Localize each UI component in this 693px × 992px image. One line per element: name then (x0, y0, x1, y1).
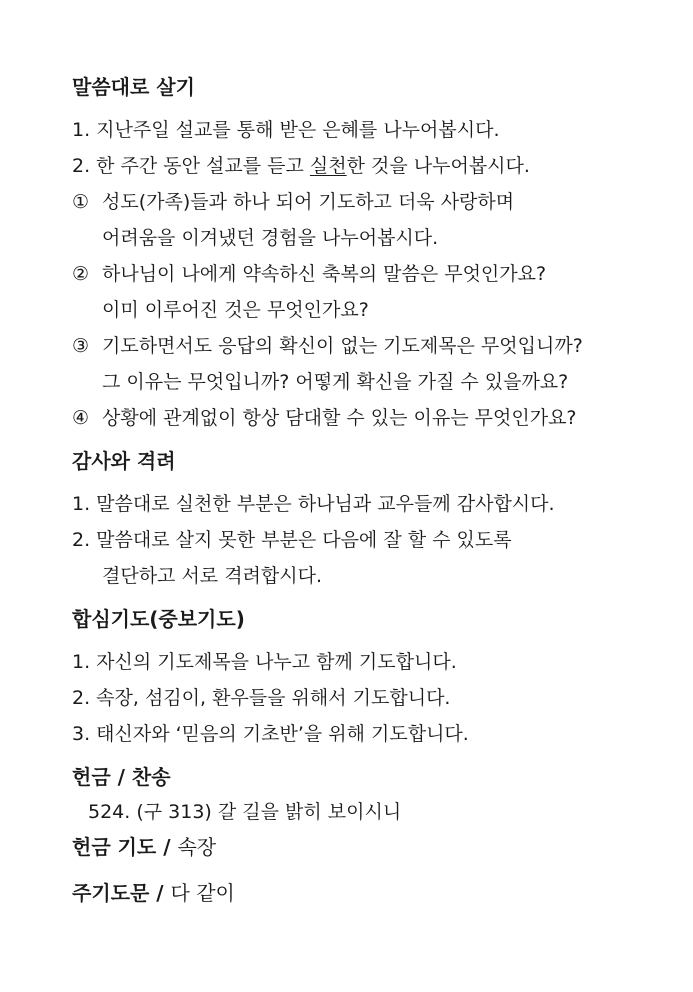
sub-item: ④ 상황에 관계없이 항상 담대할 수 있는 이유는 무엇인가요? (72, 400, 672, 436)
sub-item-continuation: 그 이유는 무엇입니까? 어떻게 확신을 가질 수 있을까요? (102, 371, 569, 393)
list-item: 3. 태신자와 ‘믿음의 기초반’을 위해 기도합니다. (72, 723, 469, 745)
circled-number: ① (72, 191, 90, 213)
list-item: 1. 자신의 기도제목을 나누고 함께 기도합니다. (72, 651, 457, 673)
lords-prayer-participants: 다 같이 (170, 881, 235, 905)
section-title-offering-prayer: 헌금 기도 / 속장 (72, 835, 217, 859)
list-item: 2. 한 주간 동안 설교를 듣고 실천한 것을 나누어봅시다. (72, 155, 530, 177)
sub-item: ③ 기도하면서도 응답의 확신이 없는 기도제목은 무엇입니까? (72, 328, 672, 364)
worship-guide-page (72, 70, 672, 910)
sub-item-continuation: 이미 이루어진 것은 무엇인가요? (102, 299, 369, 321)
circled-number: ③ (72, 335, 90, 357)
list-item-continuation: 결단하고 서로 격려합시다. (102, 565, 323, 587)
section-title-offering-hymn: 헌금 / 찬송 (72, 765, 171, 789)
section-title-united-prayer: 합심기도(중보기도) (72, 607, 245, 631)
offering-prayer-leader: 속장 (177, 835, 217, 859)
circled-number: ④ (72, 407, 90, 429)
list-item: 1. 지난주일 설교를 통해 받은 은혜를 나누어봅시다. (72, 119, 500, 141)
section-title-living-the-word: 말씀대로 살기 (72, 75, 195, 99)
hymn-entry: 524. (구 313) 갈 길을 밝히 보이시니 (88, 801, 402, 823)
sub-item: ② 하나님이 나에게 약속하신 축복의 말씀은 무엇인가요? (72, 256, 672, 292)
sub-item-continuation: 어려움을 이겨냈던 경험을 나누어봅시다. (102, 227, 439, 249)
list-item: 2. 말씀대로 살지 못한 부분은 다음에 잘 할 수 있도록 (72, 529, 512, 551)
circled-number: ② (72, 263, 90, 285)
list-item: 2. 속장, 섬김이, 환우들을 위해서 기도합니다. (72, 687, 451, 709)
underlined-word: 실천 (309, 155, 347, 177)
section-title-lords-prayer: 주기도문 / 다 같이 (72, 881, 235, 905)
sub-item: ① 성도(가족)들과 하나 되어 기도하고 더욱 사랑하며 (72, 184, 672, 220)
section-title-thanks-and-encouragement: 감사와 격려 (72, 449, 176, 473)
list-item: 1. 말씀대로 실천한 부분은 하나님과 교우들께 감사합시다. (72, 493, 555, 515)
